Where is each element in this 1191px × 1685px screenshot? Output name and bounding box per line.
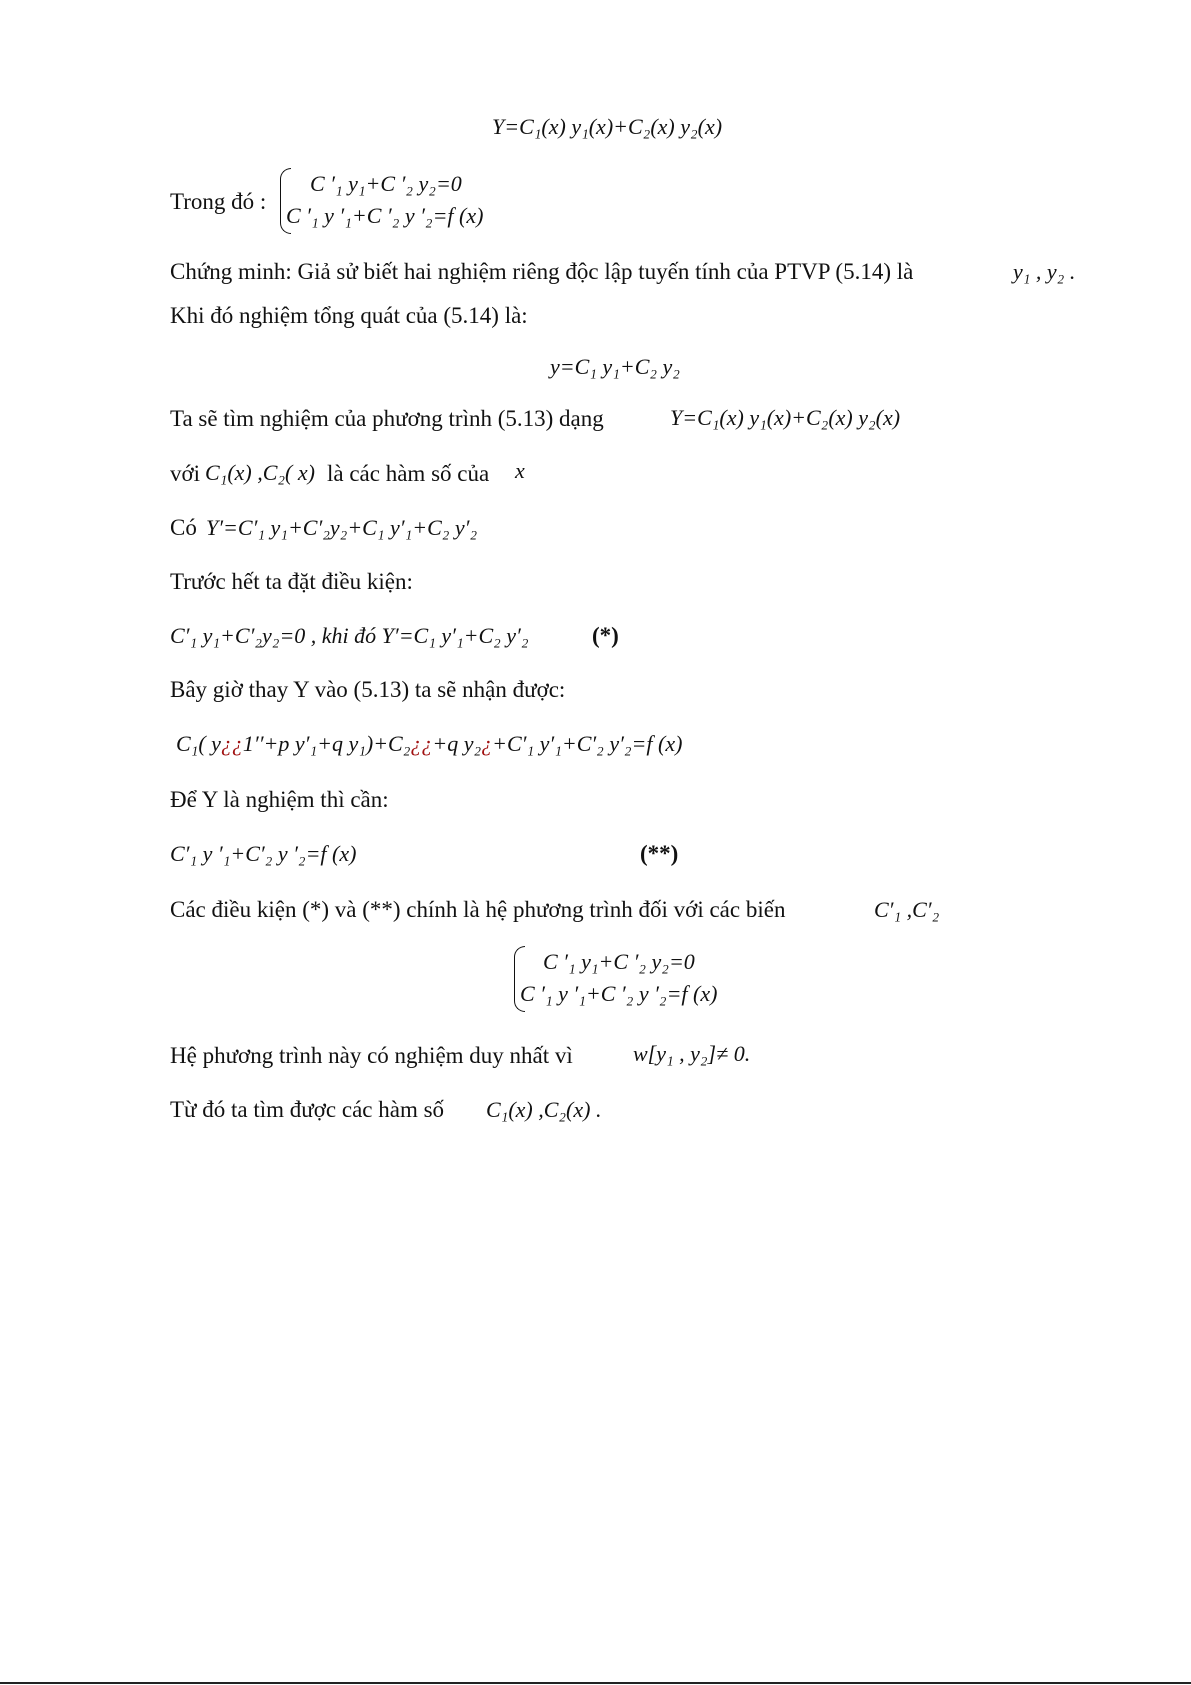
eq-part-b: 1′′+p y′₁+q y₁)+C₂ xyxy=(242,731,411,756)
with-functions-math: C₁(x) ,C₂( x) xyxy=(205,460,315,485)
equation-general-form: Y=C₁(x) y₁(x)+C₂(x) y₂(x) xyxy=(492,114,723,139)
substituted-equation xyxy=(176,730,682,758)
general-solution-text: Khi đó nghiệm tổng quát của (5.14) là: xyxy=(170,303,528,328)
system-row-2: C ′₁ y ′₁+C ′₂ y ′₂=f (x) xyxy=(286,203,484,228)
marker-star: (*) xyxy=(592,623,619,648)
label-trong-do: Trong đó : xyxy=(170,189,267,214)
equation-homogeneous-solution: y=C₁ y₁+C₂ y₂ xyxy=(550,354,680,379)
glyph-error-c: ¿ xyxy=(481,731,493,756)
conclusion-text: Từ đó ta tìm được các hàm số xyxy=(170,1097,445,1122)
proof-intro-math: y₁ , y₂ . xyxy=(1013,259,1076,284)
find-solution-math: Y=C₁(x) y₁(x)+C₂(x) y₂(x) xyxy=(670,405,901,430)
marker-double-star: (**) xyxy=(640,841,679,866)
requirement-text: Để Y là nghiệm thì cần: xyxy=(170,787,389,812)
condition-intro-text: Trước hết ta đặt điều kiện: xyxy=(170,569,413,594)
derivative-math: Y′=C′₁ y₁+C′₂y₂+C₁ y′₁+C₂ y′₂ xyxy=(206,515,478,540)
glyph-error-a: ¿¿ xyxy=(220,731,243,756)
derivative-intro-text: Có xyxy=(170,515,197,540)
wronskian-math: w[y₁ , y₂]≠ 0. xyxy=(633,1041,751,1066)
eq-part-d: +C′₁ y′₁+C′₂ y′₂=f (x) xyxy=(492,731,683,756)
requirement-math: C′₁ y ′₁+C′₂ y ′₂=f (x) xyxy=(170,841,357,866)
eq-part-a: C₁( y xyxy=(176,731,221,756)
page-bottom-rule xyxy=(0,1682,1191,1684)
system-row-1: C ′₁ y₁+C ′₂ y₂=0 xyxy=(310,171,462,196)
unique-solution-text: Hệ phương trình này có nghiệm duy nhất vì xyxy=(170,1043,573,1068)
conclusion-math: C₁(x) ,C₂(x) . xyxy=(486,1097,602,1122)
conditions-text: Các điều kiện (*) và (**) chính là hệ phương trình đối với các biến xyxy=(170,897,786,922)
functions-of-text: là các hàm số của xyxy=(327,461,490,486)
centered-system-row-1: C ′₁ y₁+C ′₂ y₂=0 xyxy=(543,949,695,974)
variable-x: x xyxy=(515,458,525,483)
substitute-text: Bây giờ thay Y vào (5.13) ta sẽ nhận được: xyxy=(170,677,566,702)
centered-system-row-2: C ′₁ y ′₁+C ′₂ y ′₂=f (x) xyxy=(520,981,718,1006)
glyph-error-b: ¿¿ xyxy=(410,731,433,756)
find-solution-text: Ta sẽ tìm nghiệm của phương trình (5.13) dạng xyxy=(170,406,604,431)
conditions-variables-math: C′₁ ,C′₂ xyxy=(874,897,940,922)
condition-math: C′₁ y₁+C′₂y₂=0 , khi đó Y′=C₁ y′₁+C₂ y′₂ xyxy=(170,623,529,648)
proof-intro-text: Chứng minh: Giả sử biết hai nghiệm riêng độc lập tuyến tính của PTVP (5.14) là xyxy=(170,259,914,284)
with-text: với xyxy=(170,461,201,486)
eq-part-c: +q y₂ xyxy=(432,731,482,756)
